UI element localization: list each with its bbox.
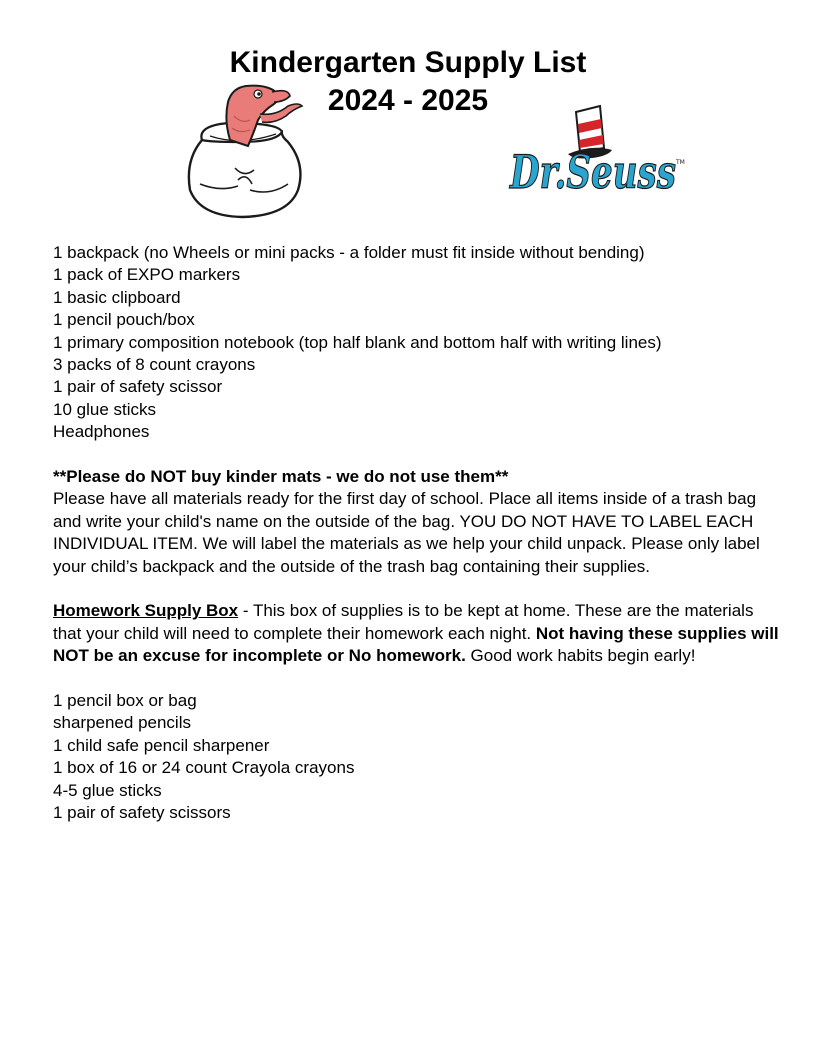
homework-closing: Good work habits begin early! — [465, 646, 696, 666]
instructions-paragraph: Please have all materials ready for the first day of school. Place all items inside of a trash bag and write your child's name on the outside of the bag. YOU DO NOT HAVE TO LABEL EACH INDIVIDUAL ITEM. We will label the materials as we help your child unpack. Please only label your child’s backpack and the outside of the trash bag containing their supplies. — [53, 489, 760, 576]
homework-supply-list — [53, 690, 783, 824]
homework-heading: Homework Supply Box — [53, 601, 239, 621]
homework-list-item: 1 box of 16 or 24 count Crayola crayons — [53, 758, 355, 778]
homework-list-item: 1 child safe pencil sharpener — [53, 735, 270, 755]
homework-list-item: sharpened pencils — [53, 713, 191, 733]
supply-list-item: 1 primary composition notebook (top half blank and bottom half with writing lines) — [53, 332, 662, 352]
supply-list-item: 3 packs of 8 count crayons — [53, 355, 256, 375]
fish-bowl-illustration — [180, 80, 310, 220]
dr-seuss-logo — [508, 104, 690, 198]
homework-list-item: 4-5 glue sticks — [53, 780, 162, 800]
logo-text: Dr.Seuss — [508, 145, 676, 198]
supply-list-item: 1 basic clipboard — [53, 287, 181, 307]
school-year: 2024 - 2025 — [327, 84, 489, 117]
page-title: Kindergarten Supply List — [229, 46, 587, 79]
supply-list-item: 1 pair of safety scissor — [53, 377, 223, 397]
supply-list-item: 1 backpack (no Wheels or mini packs - a folder must fit inside without bending) — [53, 243, 645, 262]
supply-list — [53, 242, 783, 444]
supply-list-item: 10 glue sticks — [53, 399, 156, 419]
trademark-mark: TM — [676, 159, 685, 166]
homework-bold-statement: Not having these supplies will NOT be an excuse for incomplete or No homework. — [53, 623, 779, 666]
homework-list-item: 1 pencil box or bag — [53, 691, 197, 711]
homework-list-item: 1 pair of safety scissors — [53, 803, 231, 823]
supply-list-item: 1 pencil pouch/box — [53, 310, 195, 330]
homework-paragraph — [53, 600, 783, 667]
homework-intro: - This box of supplies is to be kept at home. These are the materials that your child will need to complete their homework each night. — [53, 601, 754, 643]
document-body — [53, 242, 783, 825]
supply-list-item: 1 pack of EXPO markers — [53, 265, 241, 285]
supply-list-item: Headphones — [53, 422, 150, 442]
kinder-mats-warning: **Please do NOT buy kinder mats - we do not use them** — [53, 467, 509, 487]
